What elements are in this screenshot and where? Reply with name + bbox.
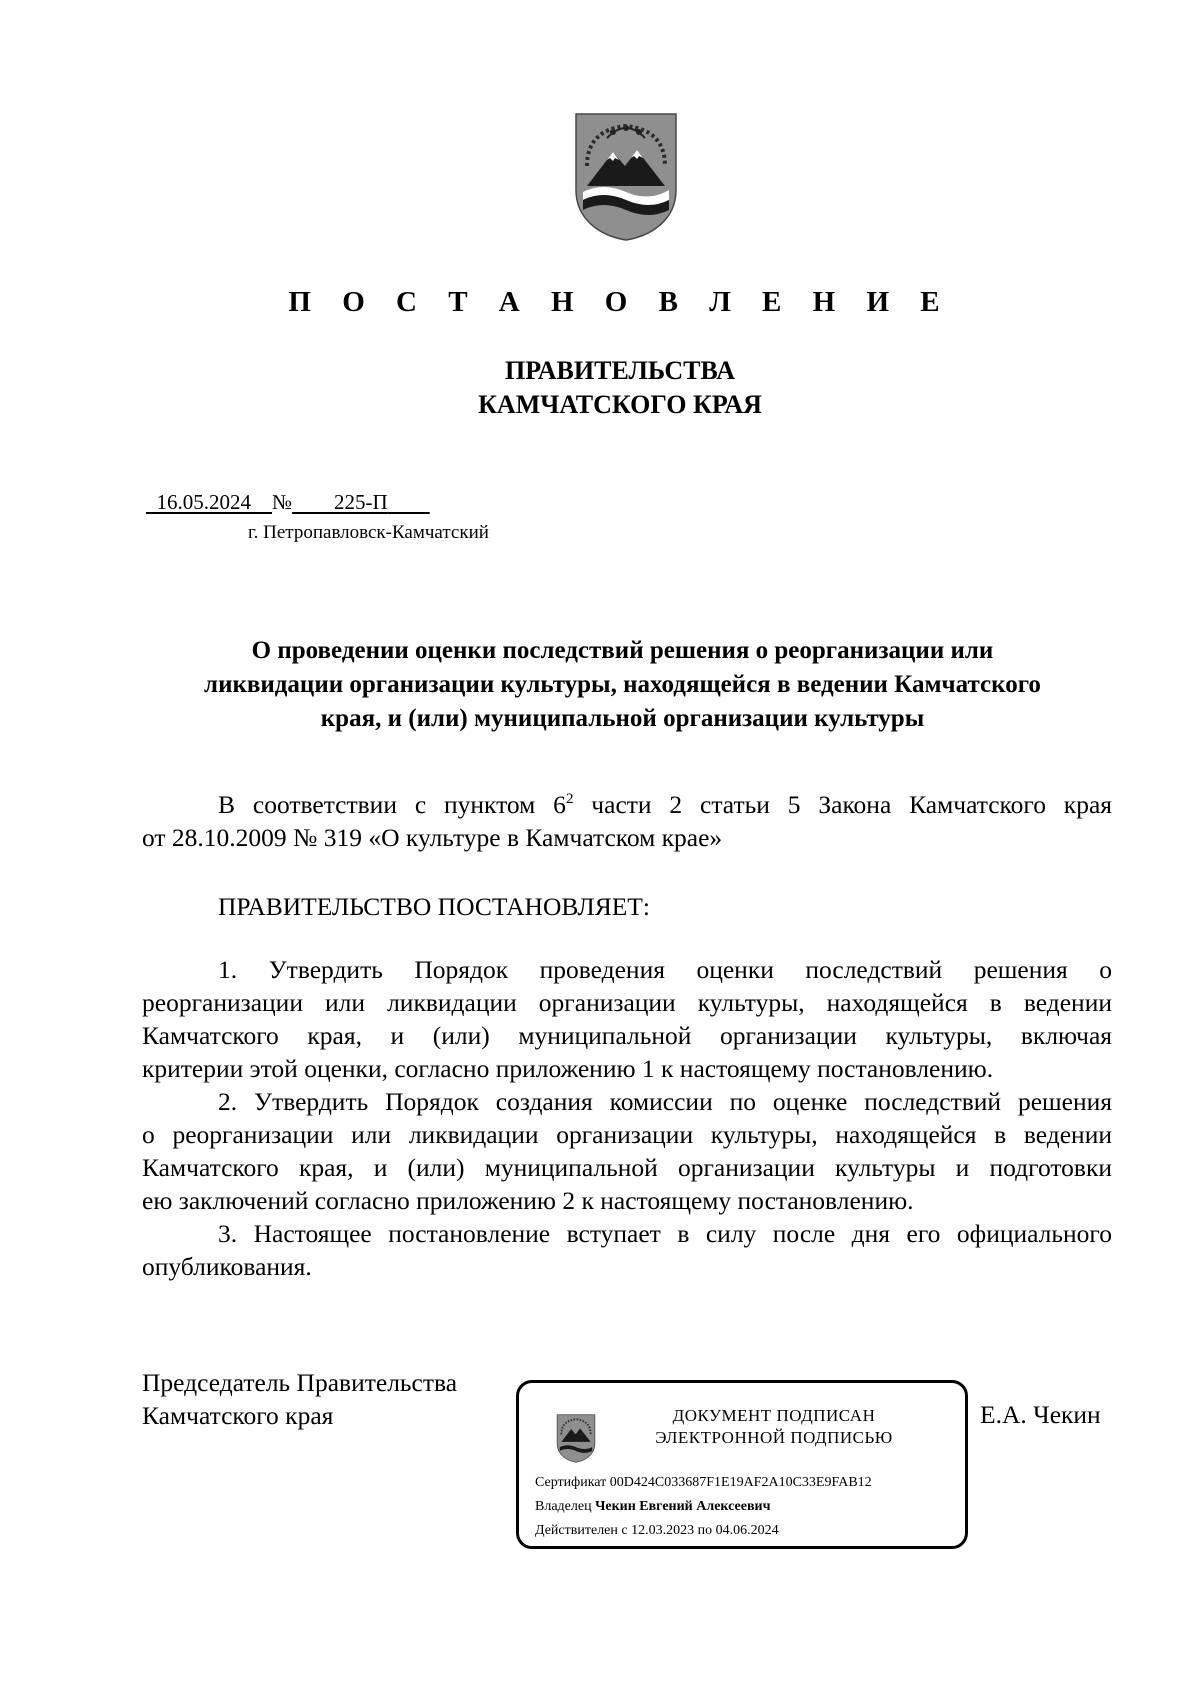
item-line: 2. Утвердить Порядок создания комиссии по оценке последствий решения [218, 1087, 1112, 1116]
item-line: 3. Настоящее постановление вступает в силу после дня его официального [218, 1219, 1112, 1248]
owner-row [535, 1495, 872, 1519]
item-line: Камчатского края, и (или) муниципальной организации культуры, включая [142, 1021, 1112, 1050]
basis-text: В соответствии с пунктом 6 [218, 790, 566, 819]
validity-row [535, 1519, 872, 1543]
validity-label: Действителен с [535, 1523, 628, 1538]
issuer-heading-line1: ПРАВИТЕЛЬСТВА [505, 356, 735, 385]
paragraph-line [142, 788, 1112, 821]
kamchatka-coat-of-arms-icon [573, 104, 679, 242]
item-line: критерии этой оценки, согласно приложению 1 к настоящему постановлению. [142, 1054, 994, 1083]
date-field-underline [146, 490, 272, 514]
legal-basis-paragraph [142, 788, 1112, 854]
certificate-row [535, 1471, 872, 1495]
registration-line [146, 490, 430, 515]
signatory-position [142, 1366, 457, 1432]
certificate-value: 00D424C033687F1E19AF2A10C33E9FAB12 [609, 1475, 872, 1490]
document-date: 16.05.2024 [156, 490, 251, 514]
valid-to: 04.06.2024 [715, 1523, 779, 1538]
stamp-details [535, 1471, 872, 1543]
number-field-underline [292, 490, 430, 514]
kamchatka-coat-of-arms-icon [555, 1411, 597, 1463]
item-line: 1. Утвердить Порядок проведения оценки последствий решения о [218, 955, 1112, 984]
stamp-heading-line: ЭЛЕКТРОННОЙ ПОДПИСЬЮ [655, 1428, 893, 1447]
owner-label: Владелец [535, 1499, 592, 1514]
position-line: Камчатского края [142, 1401, 334, 1430]
item-line: Камчатского края, и (или) муниципальной организации культуры и подготовки [142, 1153, 1112, 1182]
certificate-label: Сертификат [535, 1475, 607, 1490]
stamp-heading-line: ДОКУМЕНТ ПОДПИСАН [672, 1406, 876, 1425]
document-type-heading: П О С Т А Н О В Л Е Н И Е [288, 286, 952, 318]
document-number: 225-П [334, 490, 388, 514]
signatory-name: Е.А. Чекин [980, 1400, 1101, 1429]
title-line: О проведении оценки последствий решения о реорганизации или [251, 637, 994, 664]
paragraph-line: от 28.10.2009 № 319 «О культуре в Камчатском крае» [142, 823, 723, 852]
issuer-heading-line2: КАМЧАТСКОГО КРАЯ [478, 390, 762, 419]
document-title [140, 634, 1105, 736]
resolution-items [142, 953, 1112, 1283]
number-sign: № [272, 490, 293, 514]
superscript: 2 [565, 791, 574, 807]
position-line: Председатель Правительства [142, 1368, 458, 1397]
basis-text: части 2 статьи 5 Закона Камчатского края [573, 790, 1112, 819]
electronic-signature-stamp [516, 1380, 968, 1549]
item-line: реорганизации или ликвидации организации культуры, находящейся в ведении [142, 988, 1112, 1017]
owner-value: Чекин Евгений Алексеевич [595, 1499, 771, 1514]
item-line: опубликования. [142, 1252, 312, 1281]
title-line: края, и (или) муниципальной организации культуры [320, 705, 925, 732]
decree-statement: ПРАВИТЕЛЬСТВО ПОСТАНОВЛЯЕТ: [218, 892, 650, 921]
title-line: ликвидации организации культуры, находящейся в ведении Камчатского [204, 671, 1041, 698]
stamp-heading [619, 1405, 929, 1449]
item-line: ею заключений согласно приложению 2 к настоящему постановлению. [142, 1186, 914, 1215]
document-city: г. Петропавловск-Камчатский [248, 522, 489, 543]
valid-to-label: по [697, 1523, 713, 1538]
valid-from: 12.03.2023 [631, 1523, 695, 1538]
item-line: о реорганизации или ликвидации организации культуры, находящейся в ведении [142, 1120, 1112, 1149]
